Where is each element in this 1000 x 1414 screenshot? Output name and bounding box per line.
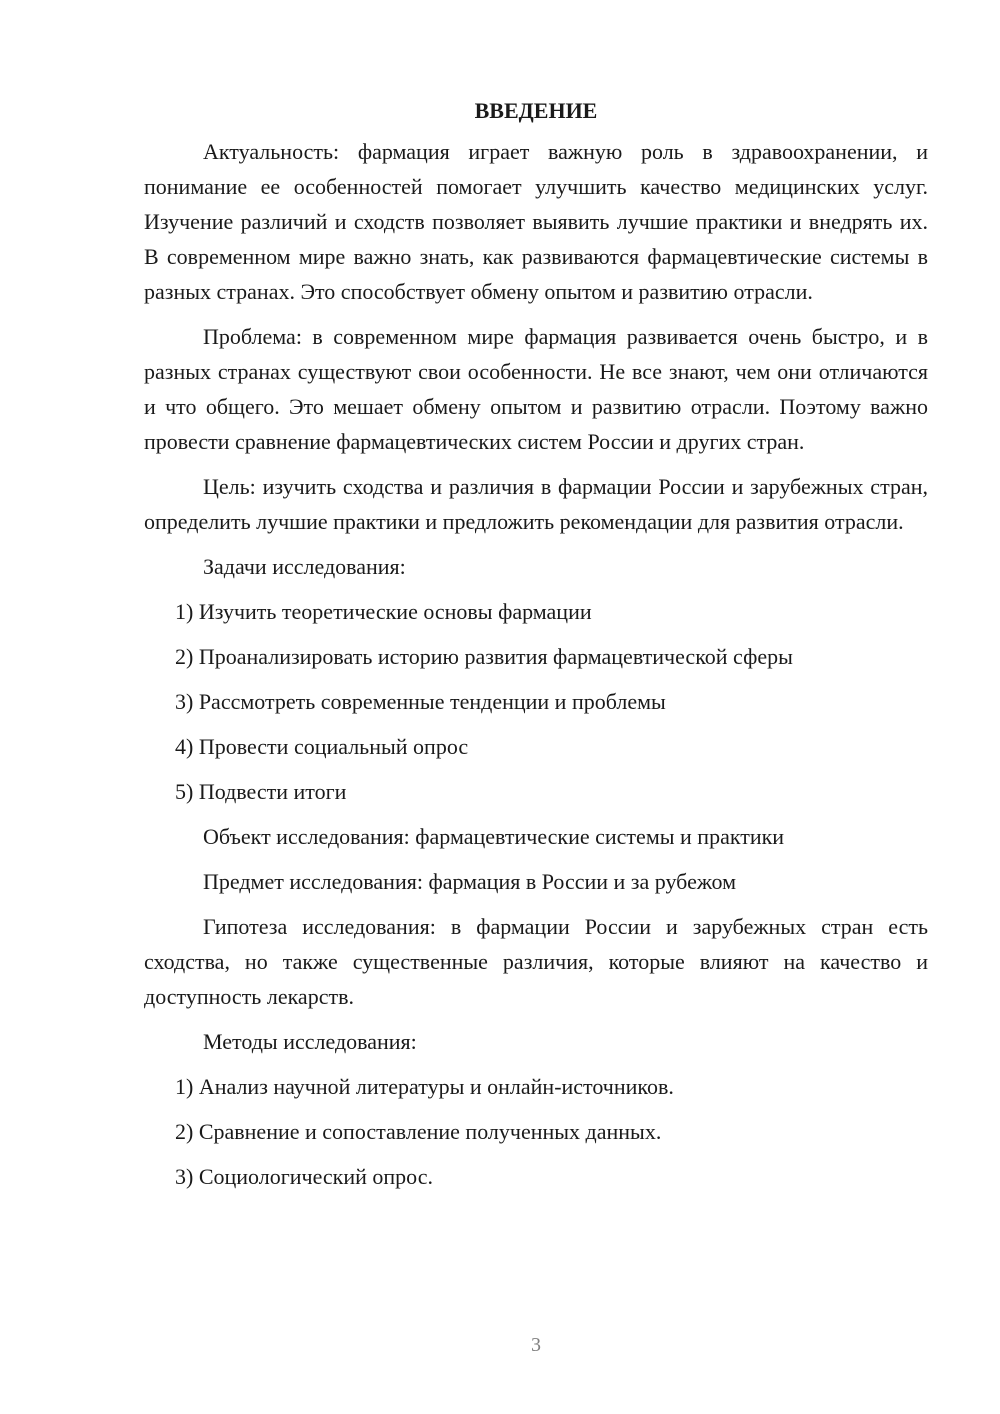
method-item: 3) Социологический опрос. (175, 1164, 433, 1189)
task-item: 5) Подвести итоги (175, 779, 347, 804)
method-item: 2) Сравнение и сопоставление полученных данных. (175, 1119, 662, 1144)
problem-paragraph: Проблема: в современном мире фармация развивается очень быстро, и в разных странах существуют свои особенности. Не все знают, чем они отличаются и что общего. Это мешает обмену опытом и развитию отрасли. Поэтому важно провести сравнение фармацевтических систем России и других стран. (144, 324, 928, 454)
tasks-heading: Задачи исследования: (203, 554, 406, 579)
page-number: 3 (531, 1334, 541, 1356)
task-item: 2) Проанализировать историю развития фармацевтической сферы (175, 644, 793, 669)
section-title: ВВЕДЕНИЕ (474, 98, 598, 123)
goal-paragraph: Цель: изучить сходства и различия в фармации России и зарубежных стран, определить лучшие практики и предложить рекомендации для развития отрасли. (144, 474, 928, 534)
task-item: 4) Провести социальный опрос (175, 734, 469, 759)
task-item: 1) Изучить теоретические основы фармации (175, 599, 592, 624)
methods-heading: Методы исследования: (203, 1029, 417, 1054)
method-item: 1) Анализ научной литературы и онлайн-источников. (175, 1074, 674, 1099)
task-item: 3) Рассмотреть современные тенденции и проблемы (175, 689, 666, 714)
subject-paragraph: Предмет исследования: фармация в России и за рубежом (203, 869, 737, 894)
object-paragraph: Объект исследования: фармацевтические системы и практики (203, 824, 785, 849)
document-body (144, 96, 928, 1204)
relevance-paragraph: Актуальность: фармация играет важную роль в здравоохранении, и понимание ее особенностей помогает улучшить качество медицинских услуг. Изучение различий и сходств позволяет выявить лучшие практики и внедрять их. В современном мире важно знать, как развиваются фармацевтические системы в разных странах. Это способствует обмену опытом и развитию отрасли. (144, 139, 928, 304)
hypothesis-paragraph: Гипотеза исследования: в фармации России и зарубежных стран есть сходства, но также существенные различия, которые влияют на качество и доступность лекарств. (144, 914, 928, 1009)
